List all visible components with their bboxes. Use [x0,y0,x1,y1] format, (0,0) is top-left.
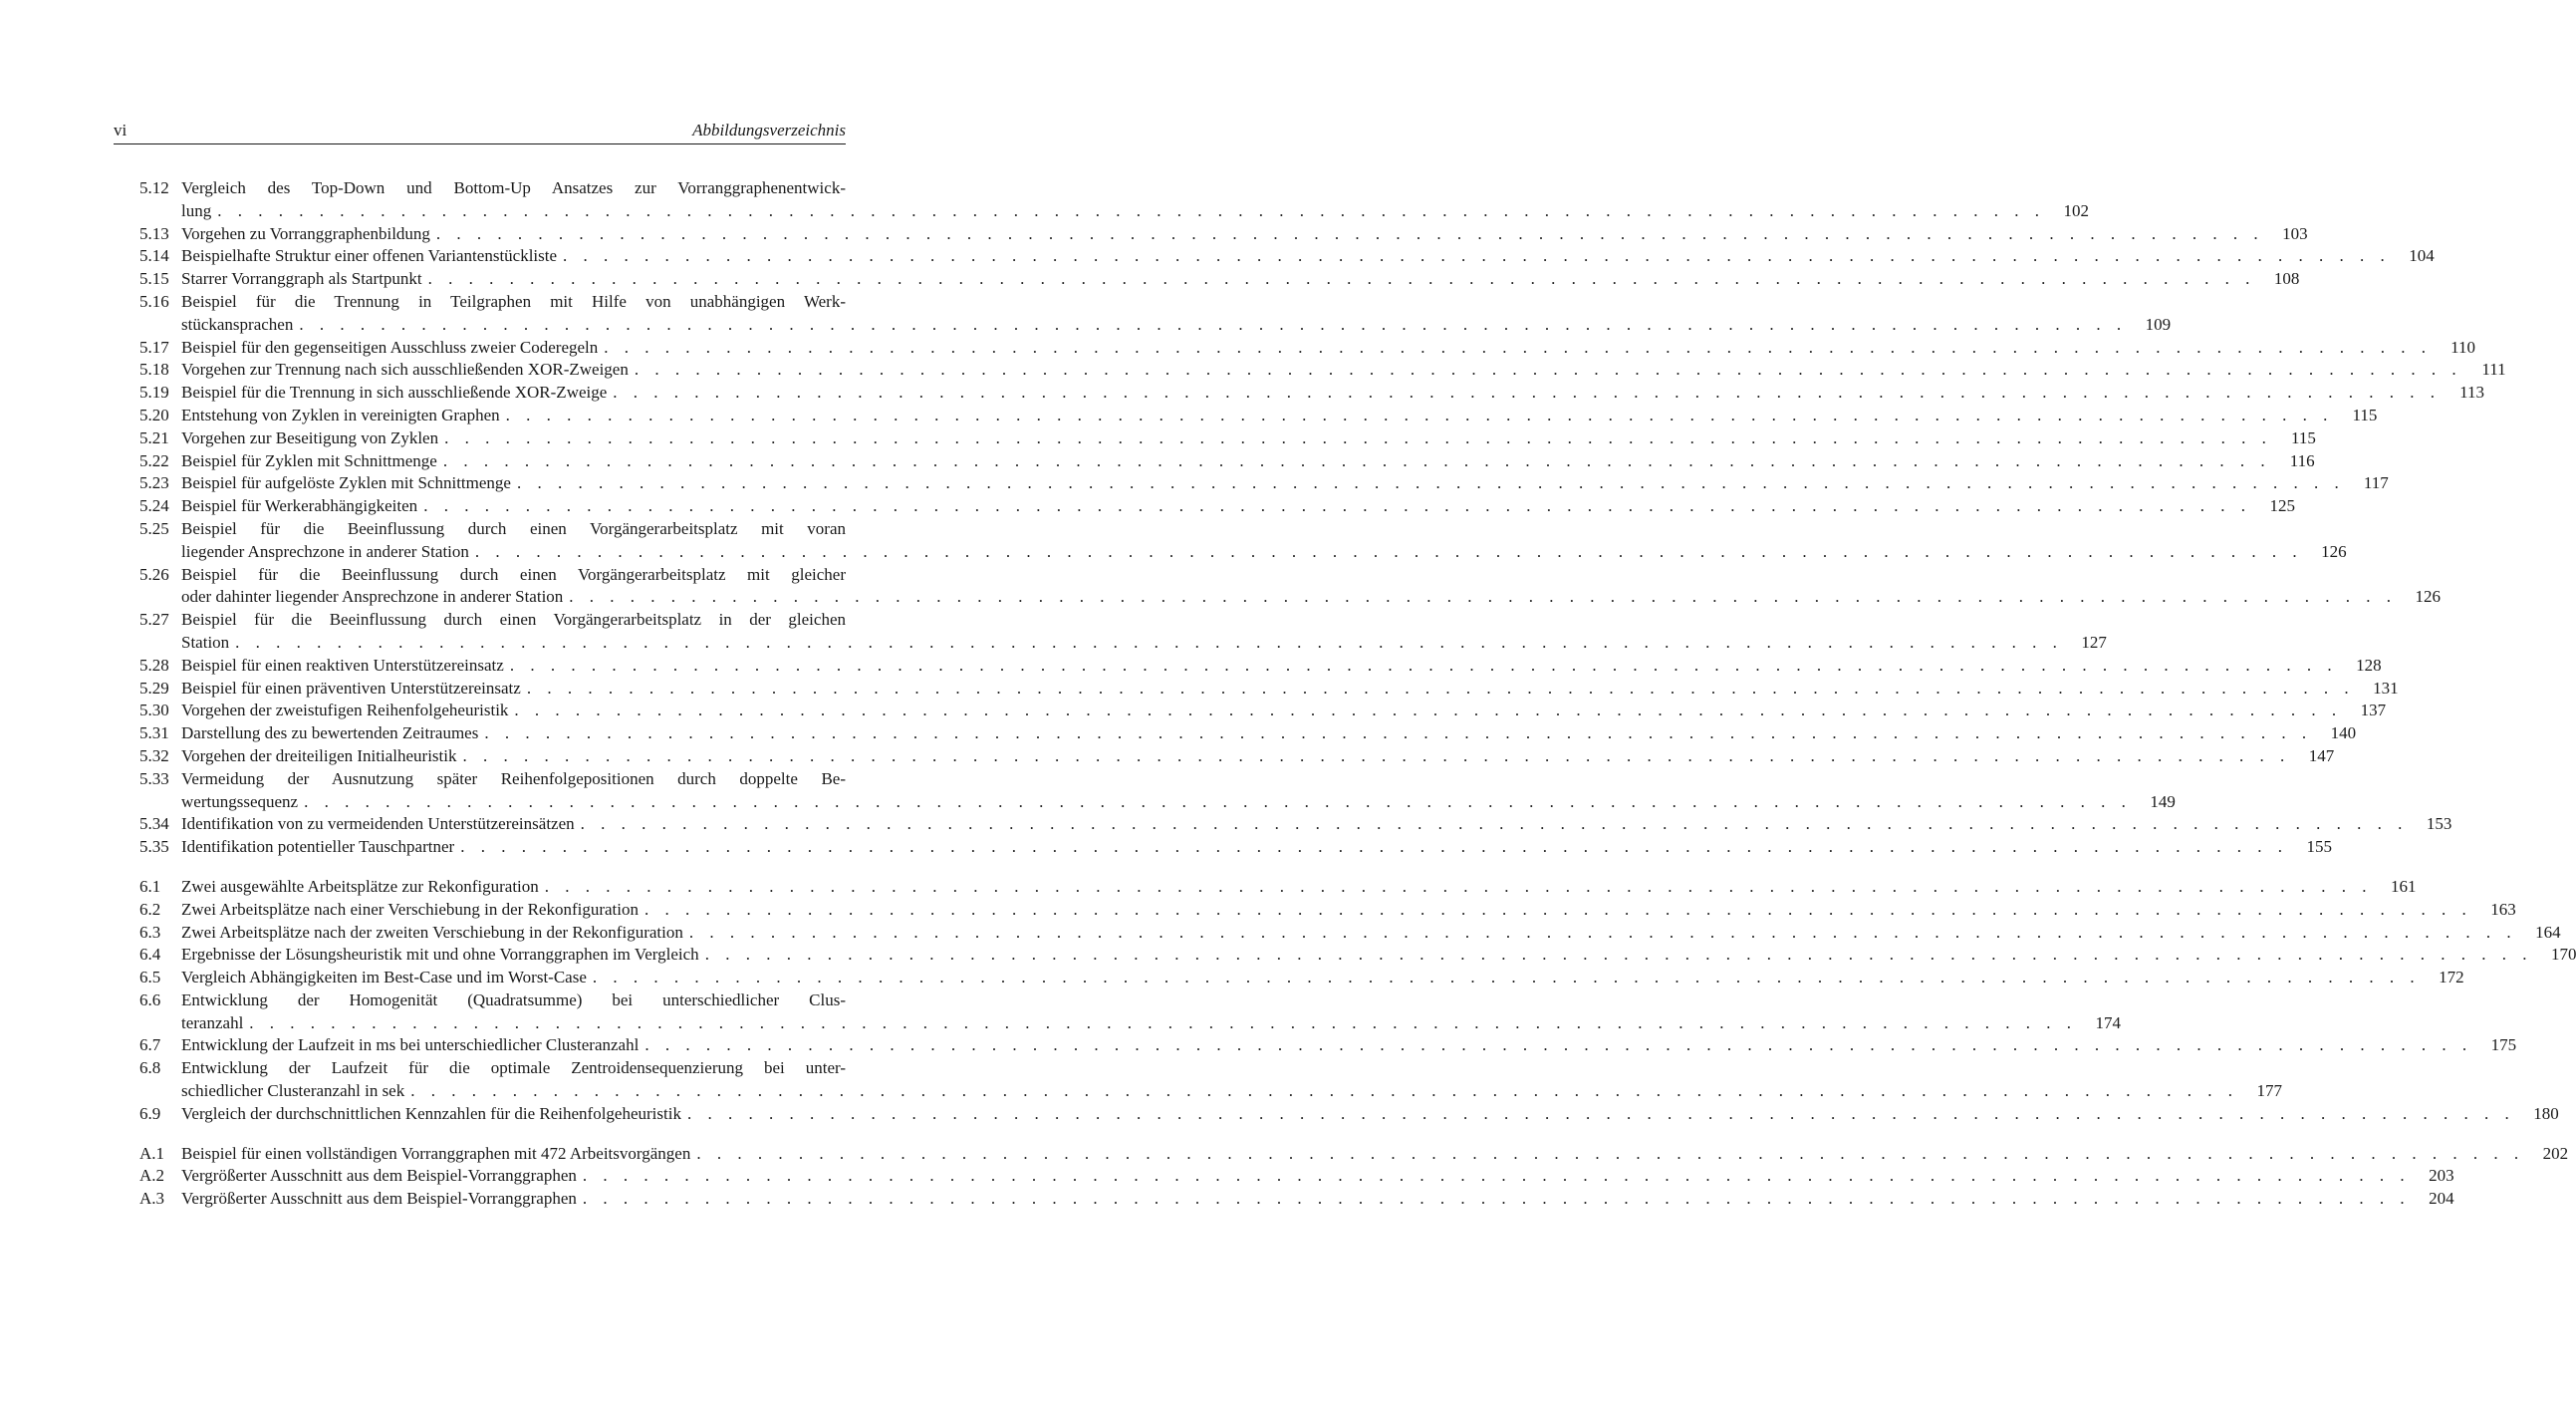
page-reference[interactable]: 149 [2150,791,2176,811]
figure-number: 5.26 [139,564,169,584]
dot-leader: . . . . . . . . . . . . . . . . . . . . . . . . . . . . . . . . . . . . . . . . . . . . . . . . . . . . . . . . . . . . . . . . . . . . . . . . . . . . . . . . . . . . . . . . . . [304,791,2132,811]
figure-caption [181,450,2315,473]
figure-number: 6.3 [139,922,161,942]
figure-entry[interactable] [139,1165,2454,1188]
dot-leader: . . . . . . . . . . . . . . . . . . . . . . . . . . . . . . . . . . . . . . . . . . . . . . . . . . . . . . . . . . . . . . . . . . . . . . . . . . . . . . . . . . . . . . . . . . [644,899,2472,919]
page-reference[interactable]: 110 [2450,337,2476,357]
caption-line: Zwei Arbeitsplätze nach einer Verschiebung in der Rekonfiguration [181,899,640,919]
caption-line: Zwei ausgewählte Arbeitsplätze zur Rekonfiguration [181,876,539,896]
figure-entry[interactable] [139,836,2332,859]
dot-leader: . . . . . . . . . . . . . . . . . . . . . . . . . . . . . . . . . . . . . . . . . . . . . . . . . . . . . . . . . . . . . . . . . . . . . . . . . . . . . . . . . . . . . . . . . . [462,745,2291,765]
caption-line: Entwicklung der Homogenität (Quadratsumme) bei unterschiedlicher Clus- [181,989,846,1009]
caption-line: Beispiel für Zyklen mit Schnittmenge [181,450,437,470]
figure-caption [181,609,2107,655]
page-reference[interactable]: 116 [2289,450,2315,470]
figure-entry[interactable] [139,678,2399,701]
figure-entry[interactable] [139,359,2506,382]
figure-number: 6.7 [139,1035,161,1055]
page-reference[interactable]: 180 [2533,1103,2559,1123]
figure-number: 6.4 [139,945,161,965]
figure-number: 5.20 [139,405,169,424]
figure-caption [181,1165,2454,1188]
dot-leader: . . . . . . . . . . . . . . . . . . . . . . . . . . . . . . . . . . . . . . . . . . . . . . . . . . . . . . . . . . . . . . . . . . . . . . . . . . . . . . . . . . . . . . . . . . [563,246,2391,266]
dot-leader: . . . . . . . . . . . . . . . . . . . . . . . . . . . . . . . . . . . . . . . . . . . . . . . . . . . . . . . . . . . . . . . . . . . . . . . . . . . . . . . . . . . . . . . . . . [644,1035,2473,1055]
caption-line: Vorgehen der dreiteiligen Initialheuristik [181,745,457,765]
page-reference[interactable]: 111 [2481,360,2506,380]
figure-entry[interactable] [139,427,2316,450]
page-reference[interactable]: 137 [2360,701,2387,720]
figure-caption [181,722,2357,745]
figure-caption [181,813,2452,836]
figure-caption [181,382,2485,405]
page-reference[interactable]: 174 [2095,1012,2122,1032]
figure-number: 5.35 [139,837,169,857]
caption-line: Vorgehen zu Vorranggraphenbildung [181,223,430,243]
dot-leader: . . . . . . . . . . . . . . . . . . . . . . . . . . . . . . . . . . . . . . . . . . . . . . . . . . . . . . . . . . . . . . . . . . . . . . . . . . . . . . . . . . . . . . . . . . [516,473,2345,493]
page-number: vi [114,121,128,140]
figure-entry[interactable] [139,564,2442,610]
figure-entry[interactable] [139,1057,2282,1103]
figure-number: 5.25 [139,518,169,538]
figure-group [139,876,2576,1126]
figure-entry[interactable] [139,245,2435,268]
figure-entry[interactable] [139,177,2089,223]
figure-caption [181,899,2516,922]
figure-number: A.1 [139,1143,165,1163]
figure-entry[interactable] [139,268,2300,291]
caption-line: liegender Ansprechzone in anderer Station [181,541,469,561]
figure-number: 5.34 [139,814,169,834]
page-reference[interactable]: 155 [2306,837,2332,857]
figure-caption [181,405,2378,427]
caption-line: oder dahinter liegender Ansprechzone in anderer Station [181,587,564,607]
section-title: Abbildungsverzeichnis [692,121,846,140]
figure-caption [181,518,2347,564]
dot-leader: . . . . . . . . . . . . . . . . . . . . . . . . . . . . . . . . . . . . . . . . . . . . . . . . . . . . . . . . . . . . . . . . . . . . . . . . . . . . . . . . . . . . . . . . . . [613,383,2442,403]
figure-number: 5.31 [139,723,169,743]
figure-group [139,1143,2569,1211]
running-header [114,118,846,144]
caption-line: Vergleich der durchschnittlichen Kennzahlen für die Reihenfolgeheuristik [181,1103,681,1123]
page-reference[interactable]: 117 [2363,473,2389,493]
page-reference[interactable]: 203 [2429,1166,2454,1186]
page-reference[interactable]: 164 [2535,922,2561,942]
figure-number: 5.13 [139,223,169,243]
page-reference[interactable]: 128 [2356,655,2382,675]
page-reference[interactable]: 108 [2273,269,2300,289]
caption-line: Ergebnisse der Lösungsheuristik mit und ohne Vorranggraphen im Vergleich [181,945,699,965]
page-reference[interactable]: 161 [2391,876,2417,896]
figure-number: 6.5 [139,968,161,987]
figure-entry[interactable] [139,472,2389,495]
figure-number: 5.21 [139,427,169,447]
caption-line: Zwei Arbeitsplätze nach der zweiten Verschiebung in der Rekonfiguration [181,922,683,942]
figure-caption [181,700,2387,722]
caption-line: Entwicklung der Laufzeit für die optimale Zentroidensequenzierung bei unter- [181,1058,846,1078]
page-reference[interactable]: 126 [2321,541,2347,561]
figure-entry[interactable] [139,382,2485,405]
figure-entry[interactable] [139,876,2417,899]
dot-leader: . . . . . . . . . . . . . . . . . . . . . . . . . . . . . . . . . . . . . . . . . . . . . . . . . . . . . . . . . . . . . . . . . . . . . . . . . . . . . . . . . . . . . . . . . . [217,200,2045,220]
figure-entry[interactable] [139,405,2378,427]
figure-entry[interactable] [139,967,2464,989]
dot-leader: . . . . . . . . . . . . . . . . . . . . . . . . . . . . . . . . . . . . . . . . . . . . . . . . . . . . . . . . . . . . . . . . . . . . . . . . . . . . . . . . . . . . . . . . . . [514,701,2343,720]
dot-leader: . . . . . . . . . . . . . . . . . . . . . . . . . . . . . . . . . . . . . . . . . . . . . . . . . . . . . . . . . . . . . . . . . . . . . . . . . . . . . . . . . . . . . . . . . . [442,450,2271,470]
figure-group [139,177,2506,859]
figure-entry[interactable] [139,745,2335,768]
dot-leader: . . . . . . . . . . . . . . . . . . . . . . . . . . . . . . . . . . . . . . . . . . . . . . . . . . . . . . . . . . . . . . . . . . . . . . . . . . . . . . . . . . . . . . . . . . [688,922,2517,942]
caption-line: Beispielhafte Struktur einer offenen Variantenstückliste [181,246,558,266]
list-of-figures [139,177,2576,1211]
figure-number: 5.24 [139,496,169,516]
caption-line: Beispiel für aufgelöste Zyklen mit Schnittmenge [181,473,511,493]
caption-line: Beispiel für einen reaktiven Unterstützereinsatz [181,655,504,675]
figure-caption [181,944,2576,967]
page-reference[interactable]: 131 [2373,678,2399,698]
figure-number: 5.18 [139,360,169,380]
figure-caption [181,1057,2282,1103]
caption-line: Beispiel für einen vollständigen Vorranggraphen mit 472 Arbeitsvorgängen [181,1143,691,1163]
page-reference[interactable]: 177 [2256,1081,2282,1101]
page-reference[interactable]: 204 [2429,1189,2454,1209]
figure-caption [181,472,2389,495]
caption-line: Beispiel für den gegenseitigen Ausschluss zweier Coderegeln [181,337,599,357]
figure-caption [181,1034,2517,1057]
caption-line: Vergleich des Top-Down und Bottom-Up Ansatzes zur Vorranggraphenentwick- [181,178,846,197]
caption-line: Vergrößerter Ausschnitt aus dem Beispiel-Vorranggraphen [181,1189,577,1209]
dot-leader: . . . . . . . . . . . . . . . . . . . . . . . . . . . . . . . . . . . . . . . . . . . . . . . . . . . . . . . . . . . . . . . . . . . . . . . . . . . . . . . . . . . . . . . . . . [544,876,2373,896]
dot-leader: . . . . . . . . . . . . . . . . . . . . . . . . . . . . . . . . . . . . . . . . . . . . . . . . . . . . . . . . . . . . . . . . . . . . . . . . . . . . . . . . . . . . . . . . . . [423,496,2251,516]
page-reference[interactable]: 170 [2550,945,2576,965]
dot-leader: . . . . . . . . . . . . . . . . . . . . . . . . . . . . . . . . . . . . . . . . . . . . . . . . . . . . . . . . . . . . . . . . . . . . . . . . . . . . . . . . . . . . . . . . . . [460,837,2288,857]
figure-caption [181,245,2435,268]
figure-caption [181,922,2561,945]
caption-line: Beispiel für die Trennung in sich ausschließende XOR-Zweige [181,383,608,403]
figure-caption [181,1143,2569,1166]
figure-caption [181,268,2300,291]
figure-entry[interactable] [139,1103,2559,1126]
caption-line: Vorgehen zur Beseitigung von Zyklen [181,427,439,447]
dot-leader: . . . . . . . . . . . . . . . . . . . . . . . . . . . . . . . . . . . . . . . . . . . . . . . . . . . . . . . . . . . . . . . . . . . . . . . . . . . . . . . . . . . . . . . . . . [427,269,2256,289]
dot-leader: . . . . . . . . . . . . . . . . . . . . . . . . . . . . . . . . . . . . . . . . . . . . . . . . . . . . . . . . . . . . . . . . . . . . . . . . . . . . . . . . . . . . . . . . . . [582,1189,2411,1209]
page-reference[interactable]: 127 [2081,632,2107,652]
figure-entry[interactable] [139,944,2576,967]
caption-line: Vergleich Abhängigkeiten im Best-Case und im Worst-Case [181,968,587,987]
dot-leader: . . . . . . . . . . . . . . . . . . . . . . . . . . . . . . . . . . . . . . . . . . . . . . . . . . . . . . . . . . . . . . . . . . . . . . . . . . . . . . . . . . . . . . . . . . [444,427,2272,447]
figure-caption [181,1103,2559,1126]
page-reference[interactable]: 147 [2308,745,2335,765]
figure-number: 5.33 [139,768,169,788]
dot-leader: . . . . . . . . . . . . . . . . . . . . . . . . . . . . . . . . . . . . . . . . . . . . . . . . . . . . . . . . . . . . . . . . . . . . . . . . . . . . . . . . . . . . . . . . . . [704,945,2533,965]
figure-number: 6.6 [139,989,161,1009]
caption-line: teranzahl [181,1012,244,1032]
figure-entry[interactable] [139,1034,2517,1057]
figure-entry[interactable] [139,899,2516,922]
dot-leader: . . . . . . . . . . . . . . . . . . . . . . . . . . . . . . . . . . . . . . . . . . . . . . . . . . . . . . . . . . . . . . . . . . . . . . . . . . . . . . . . . . . . . . . . . . [235,632,2063,652]
figure-entry[interactable] [139,722,2357,745]
figure-caption [181,745,2335,768]
figure-entry[interactable] [139,495,2295,518]
caption-line: Beispiel für Werkerabhängigkeiten [181,496,418,516]
figure-caption [181,768,2176,814]
figure-caption [181,678,2399,701]
caption-line: Beispiel für die Beeinflussung durch einen Vorgängerarbeitsplatz in der gleichen [181,610,846,630]
figure-entry[interactable] [139,655,2382,678]
figure-number: 6.2 [139,899,161,919]
figure-entry[interactable] [139,337,2476,360]
dot-leader: . . . . . . . . . . . . . . . . . . . . . . . . . . . . . . . . . . . . . . . . . . . . . . . . . . . . . . . . . . . . . . . . . . . . . . . . . . . . . . . . . . . . . . . . . . [696,1143,2525,1163]
caption-line: Starrer Vorranggraph als Startpunkt [181,269,422,289]
figure-entry[interactable] [139,700,2387,722]
figure-number: 5.15 [139,269,169,289]
caption-line: Vorgehen der zweistufigen Reihenfolgeheuristik [181,701,509,720]
figure-caption [181,291,2172,337]
figure-number: 5.28 [139,655,169,675]
figure-caption [181,427,2316,450]
figure-number: 6.9 [139,1103,161,1123]
caption-line: Darstellung des zu bewertenden Zeitraumes [181,723,479,743]
caption-line: Identifikation von zu vermeidenden Unterstützereinsätzen [181,814,575,834]
figure-number: A.2 [139,1166,165,1186]
page-reference[interactable]: 115 [2290,427,2316,447]
page-reference[interactable]: 172 [2439,968,2464,987]
dot-leader: . . . . . . . . . . . . . . . . . . . . . . . . . . . . . . . . . . . . . . . . . . . . . . . . . . . . . . . . . . . . . . . . . . . . . . . . . . . . . . . . . . . . . . . . . . [582,1166,2411,1186]
caption-line: stückansprachen [181,314,294,334]
figure-caption [181,1188,2454,1211]
dot-leader: . . . . . . . . . . . . . . . . . . . . . . . . . . . . . . . . . . . . . . . . . . . . . . . . . . . . . . . . . . . . . . . . . . . . . . . . . . . . . . . . . . . . . . . . . . [569,587,2398,607]
caption-line: Beispiel für die Beeinflussung durch einen Vorgängerarbeitsplatz mit gleicher [181,564,846,584]
dot-leader: . . . . . . . . . . . . . . . . . . . . . . . . . . . . . . . . . . . . . . . . . . . . . . . . . . . . . . . . . . . . . . . . . . . . . . . . . . . . . . . . . . . . . . . . . . [505,405,2334,424]
dot-leader: . . . . . . . . . . . . . . . . . . . . . . . . . . . . . . . . . . . . . . . . . . . . . . . . . . . . . . . . . . . . . . . . . . . . . . . . . . . . . . . . . . . . . . . . . . [249,1012,2078,1032]
figure-number: 5.12 [139,178,169,197]
figure-number: 5.23 [139,473,169,493]
page-reference[interactable]: 140 [2330,723,2357,743]
figure-number: 5.30 [139,701,169,720]
figure-entry[interactable] [139,989,2122,1035]
dot-leader: . . . . . . . . . . . . . . . . . . . . . . . . . . . . . . . . . . . . . . . . . . . . . . . . . . . . . . . . . . . . . . . . . . . . . . . . . . . . . . . . . . . . . . . . . . [526,678,2355,698]
figure-caption [181,876,2417,899]
caption-line: Station [181,632,230,652]
figure-number: 5.32 [139,745,169,765]
figure-number: 6.1 [139,876,161,896]
figure-number: 5.19 [139,383,169,403]
dot-leader: . . . . . . . . . . . . . . . . . . . . . . . . . . . . . . . . . . . . . . . . . . . . . . . . . . . . . . . . . . . . . . . . . . . . . . . . . . . . . . . . . . . . . . . . . . [580,814,2409,834]
figure-entry[interactable] [139,1143,2569,1166]
page-reference[interactable]: 125 [2269,496,2295,516]
dot-leader: . . . . . . . . . . . . . . . . . . . . . . . . . . . . . . . . . . . . . . . . . . . . . . . . . . . . . . . . . . . . . . . . . . . . . . . . . . . . . . . . . . . . . . . . . . [410,1081,2238,1101]
dot-leader: . . . . . . . . . . . . . . . . . . . . . . . . . . . . . . . . . . . . . . . . . . . . . . . . . . . . . . . . . . . . . . . . . . . . . . . . . . . . . . . . . . . . . . . . . . [474,541,2303,561]
caption-line: schiedlicher Clusteranzahl in sek [181,1081,405,1101]
figure-entry[interactable] [139,291,2172,337]
dot-leader: . . . . . . . . . . . . . . . . . . . . . . . . . . . . . . . . . . . . . . . . . . . . . . . . . . . . . . . . . . . . . . . . . . . . . . . . . . . . . . . . . . . . . . . . . . [299,314,2128,334]
page-reference[interactable]: 113 [2459,383,2485,403]
figure-caption [181,177,2089,223]
caption-line: Entstehung von Zyklen in vereinigten Graphen [181,405,500,424]
dot-leader: . . . . . . . . . . . . . . . . . . . . . . . . . . . . . . . . . . . . . . . . . . . . . . . . . . . . . . . . . . . . . . . . . . . . . . . . . . . . . . . . . . . . . . . . . . [634,360,2462,380]
page-reference[interactable]: 109 [2145,314,2172,334]
page-reference[interactable]: 202 [2542,1143,2569,1163]
caption-line: Entwicklung der Laufzeit in ms bei unterschiedlicher Clusteranzahl [181,1035,640,1055]
caption-line: Vermeidung der Ausnutzung später Reihenfolgepositionen durch doppelte Be- [181,768,846,788]
dot-leader: . . . . . . . . . . . . . . . . . . . . . . . . . . . . . . . . . . . . . . . . . . . . . . . . . . . . . . . . . . . . . . . . . . . . . . . . . . . . . . . . . . . . . . . . . . [509,655,2338,675]
dot-leader: . . . . . . . . . . . . . . . . . . . . . . . . . . . . . . . . . . . . . . . . . . . . . . . . . . . . . . . . . . . . . . . . . . . . . . . . . . . . . . . . . . . . . . . . . . [592,968,2421,987]
figure-entry[interactable] [139,922,2561,945]
dot-leader: . . . . . . . . . . . . . . . . . . . . . . . . . . . . . . . . . . . . . . . . . . . . . . . . . . . . . . . . . . . . . . . . . . . . . . . . . . . . . . . . . . . . . . . . . . [604,337,2433,357]
dot-leader: . . . . . . . . . . . . . . . . . . . . . . . . . . . . . . . . . . . . . . . . . . . . . . . . . . . . . . . . . . . . . . . . . . . . . . . . . . . . . . . . . . . . . . . . . . [686,1103,2515,1123]
figure-caption [181,564,2442,610]
caption-line: Beispiel für einen präventiven Unterstützereinsatz [181,678,521,698]
page-reference[interactable]: 126 [2415,587,2442,607]
figure-caption [181,655,2382,678]
page-reference[interactable]: 153 [2426,814,2452,834]
figure-number: 5.16 [139,291,169,311]
figure-number: 6.8 [139,1058,161,1078]
figure-number: 5.14 [139,246,169,266]
caption-line: Vergrößerter Ausschnitt aus dem Beispiel-Vorranggraphen [181,1166,577,1186]
figure-caption [181,337,2476,360]
caption-line: Beispiel für die Beeinflussung durch einen Vorgängerarbeitsplatz mit voran [181,518,846,538]
figure-caption [181,359,2506,382]
figure-number: 5.22 [139,450,169,470]
figure-caption [181,495,2295,518]
page-reference[interactable]: 102 [2063,200,2089,220]
page-reference[interactable]: 104 [2409,246,2435,266]
caption-line: wertungssequenz [181,791,299,811]
caption-line: Beispiel für die Trennung in Teilgraphen mit Hilfe von unabhängigen Werk- [181,291,846,311]
caption-line: lung [181,200,212,220]
figure-entry[interactable] [139,813,2452,836]
figure-caption [181,223,2308,246]
figure-entry[interactable] [139,223,2308,246]
page-reference[interactable]: 163 [2490,899,2516,919]
figure-number: A.3 [139,1189,165,1209]
figure-caption [181,967,2464,989]
figure-entry[interactable] [139,768,2176,814]
figure-entry[interactable] [139,518,2347,564]
figure-caption [181,836,2332,859]
figure-entry[interactable] [139,609,2107,655]
caption-line: Identifikation potentieller Tauschpartner [181,837,455,857]
figure-entry[interactable] [139,1188,2454,1211]
figure-caption [181,989,2122,1035]
page-reference[interactable]: 103 [2282,223,2308,243]
caption-line: Vorgehen zur Trennung nach sich ausschließenden XOR-Zweigen [181,360,629,380]
dot-leader: . . . . . . . . . . . . . . . . . . . . . . . . . . . . . . . . . . . . . . . . . . . . . . . . . . . . . . . . . . . . . . . . . . . . . . . . . . . . . . . . . . . . . . . . . . [435,223,2264,243]
page-reference[interactable]: 115 [2352,405,2378,424]
dot-leader: . . . . . . . . . . . . . . . . . . . . . . . . . . . . . . . . . . . . . . . . . . . . . . . . . . . . . . . . . . . . . . . . . . . . . . . . . . . . . . . . . . . . . . . . . . [484,723,2313,743]
page-reference[interactable]: 175 [2490,1035,2517,1055]
figure-number: 5.29 [139,678,169,698]
figure-entry[interactable] [139,450,2315,473]
figure-number: 5.27 [139,610,169,630]
figure-number: 5.17 [139,337,169,357]
